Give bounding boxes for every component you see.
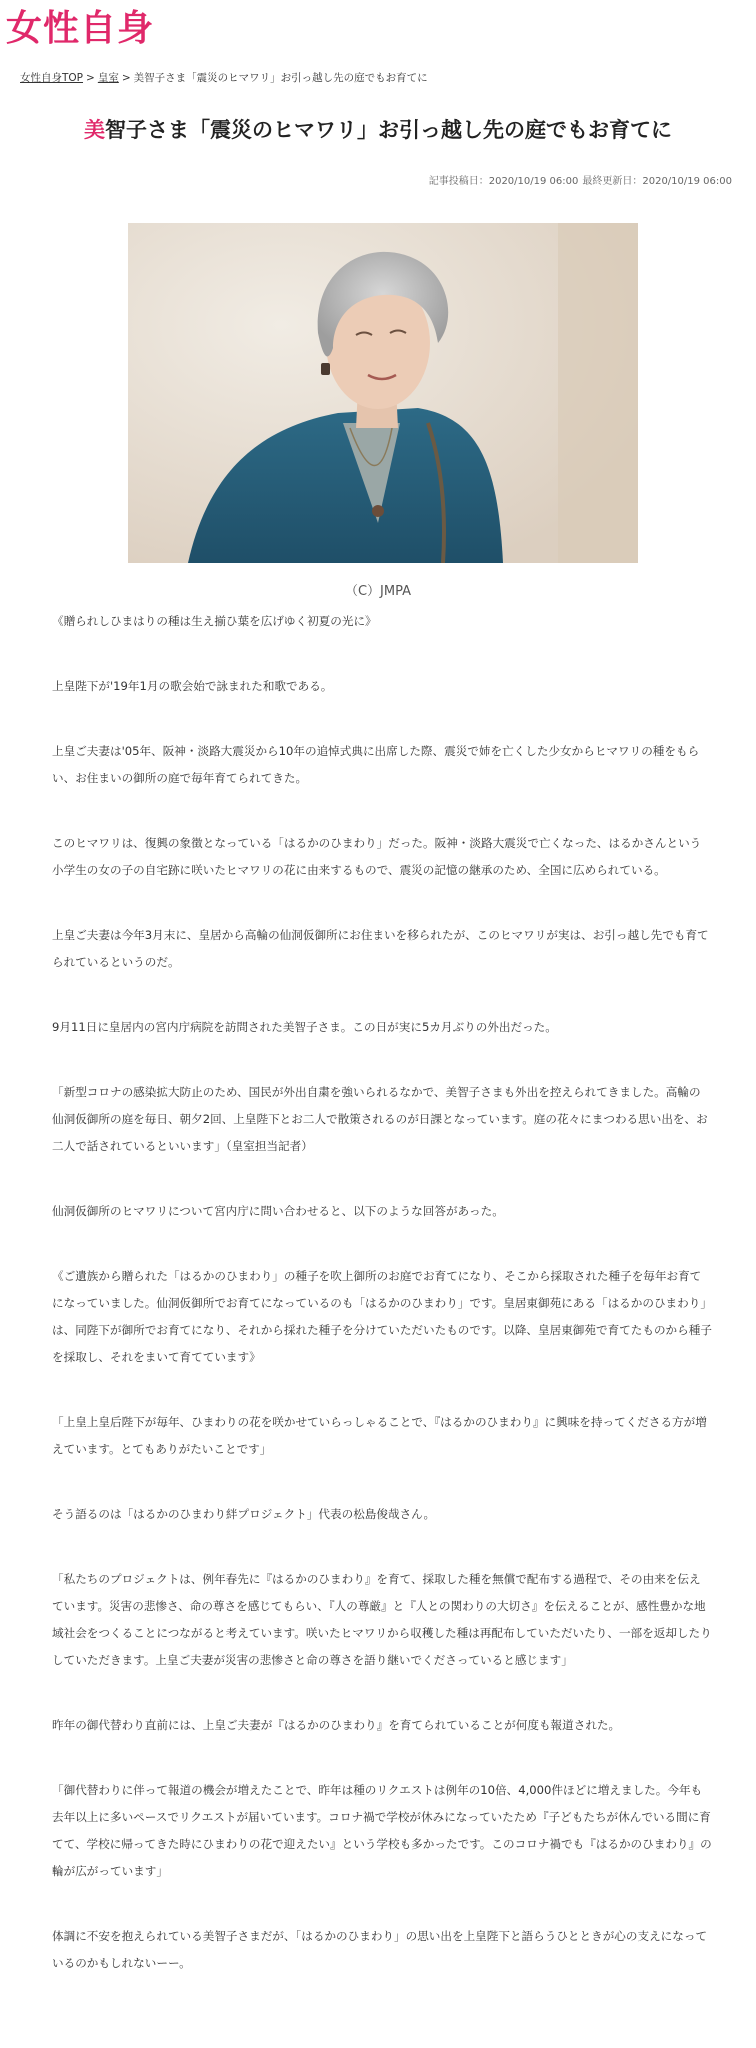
portrait-image <box>128 223 638 563</box>
article-body <box>52 608 712 1977</box>
breadcrumb <box>20 70 428 85</box>
article-paragraph: 「私たちのプロジェクトは、例年春先に『はるかのひまわり』を育て、採取した種を無償で配布する過程で、その由来を伝えています。災害の悲惨さ、命の尊さを感じてもらい、『人の尊厳』と『人との関わりの大切さ』を伝えることが、感性豊かな地域社会をつくることにつながると考えています。咲いたヒマワリから収穫した種は再配布していただいたり、一部を返却したりしていただきます。上皇ご夫妻が災害の悲惨さと命の尊さを語り継いでくださっていると感じます」 <box>52 1572 712 1667</box>
photo-caption: （C）JMPA <box>344 584 412 599</box>
posted-date: 記事投稿日：2020/10/19 06:00 <box>428 176 579 187</box>
article-paragraph: 上皇ご夫妻は'05年、阪神・淡路大震災から10年の追悼式典に出席した際、震災で姉を亡くした少女からヒマワリの種をもらい、お住まいの御所の庭で毎年育てられてきた。 <box>52 744 700 785</box>
logo-text: 女性自身 <box>6 7 155 49</box>
article-dates <box>429 172 732 187</box>
article-paragraph: 《贈られしひまはりの種は生え揃ひ葉を広げゆく初夏の光に》 <box>52 614 377 628</box>
breadcrumb-separator: > <box>121 72 131 84</box>
article-paragraph: 上皇ご夫妻は今年3月末に、皇居から高輪の仙洞仮御所にお住まいを移られたが、このヒマワリが実は、お引っ越し先でも育てられているというのだ。 <box>52 928 709 969</box>
article-photo <box>128 223 638 563</box>
article-paragraph: そう語るのは「はるかのひまわり絆プロジェクト」代表の松島俊哉さん。 <box>52 1507 436 1521</box>
article-paragraph: 「新型コロナの感染拡大防止のため、国民が外出自粛を強いられるなかで、美智子さまも外出を控えられてきました。高輪の仙洞仮御所の庭を毎日、朝夕2回、上皇陛下とお二人で散策されるのが日課となっています。庭の花々にまつわる思い出を、お二人で話されているといいます」（皇室担当記者） <box>52 1085 708 1153</box>
article-paragraph: 体調に不安を抱えられている美智子さまだが、「はるかのひまわり」の思い出を上皇陛下と語らうひとときが心の支えになっているのかもしれないーー。 <box>52 1929 708 1970</box>
article-title <box>0 114 756 144</box>
article-title-accent: 美 <box>84 118 105 142</box>
article-title-rest: 智子さま「震災のヒマワリ」お引っ越し先の庭でもお育てに <box>105 118 672 142</box>
breadcrumb-separator: > <box>86 72 95 84</box>
article-paragraph: 上皇陛下が'19年1月の歌会始で詠まれた和歌である。 <box>52 679 333 693</box>
article-paragraph: 仙洞仮御所のヒマワリについて宮内庁に問い合わせると、以下のような回答があった。 <box>52 1204 504 1218</box>
article-paragraph: 「御代替わりに伴って報道の機会が増えたことで、昨年は種のリクエストは例年の10倍、4,000件ほどに増えました。今年も去年以上に多いペースでリクエストが届いています。コロナ禍で学校が休みになっていたため『子どもたちが休んでいる間に育てて、学校に帰ってきた時にひまわりの花で迎えたい』という学校も多かったです。このコロナ禍でも『はるかのひまわり』の輪が広がっています」 <box>52 1783 712 1878</box>
updated-date: 最終更新日：2020/10/19 06:00 <box>582 176 732 187</box>
article-paragraph: 《ご遺族から贈られた「はるかのひまわり」の種子を吹上御所のお庭でお育てになり、そこから採取された種子を毎年お育てになっていました。仙洞仮御所でお育てになっているのも「はるかのひまわり」です。皇居東御苑にある「はるかのひまわり」は、同陛下が御所でお育てになり、それから採れた種子を分けていただいたものです。以降、皇居東御苑で育てたものから種子を採取し、それをまいて育てています》 <box>52 1269 712 1364</box>
article-paragraph: このヒマワリは、復興の象徴となっている「はるかのひまわり」だった。阪神・淡路大震災で亡くなった、はるかさんという小学生の女の子の自宅跡に咲いたヒマワリの花に由来するもので、震災の記憶の継承のため、全国に広められている。 <box>52 836 702 877</box>
breadcrumb-current: 美智子さま「震災のヒマワリ」お引っ越し先の庭でもお育てに <box>133 72 428 84</box>
breadcrumb-home-link[interactable]: 女性自身TOP <box>20 72 84 84</box>
site-logo[interactable] <box>6 6 154 50</box>
article-paragraph: 昨年の御代替わり直前には、上皇ご夫妻が『はるかのひまわり』を育てられていることが何度も報道された。 <box>52 1718 621 1732</box>
breadcrumb-category-link[interactable]: 皇室 <box>97 72 119 84</box>
article-paragraph: 9月11日に皇居内の宮内庁病院を訪問された美智子さま。この日が実に5カ月ぶりの外出だった。 <box>52 1020 557 1034</box>
article-paragraph: 「上皇上皇后陛下が毎年、ひまわりの花を咲かせていらっしゃることで、『はるかのひまわり』に興味を持ってくださる方が増えています。とてもありがたいことです」 <box>52 1415 707 1456</box>
